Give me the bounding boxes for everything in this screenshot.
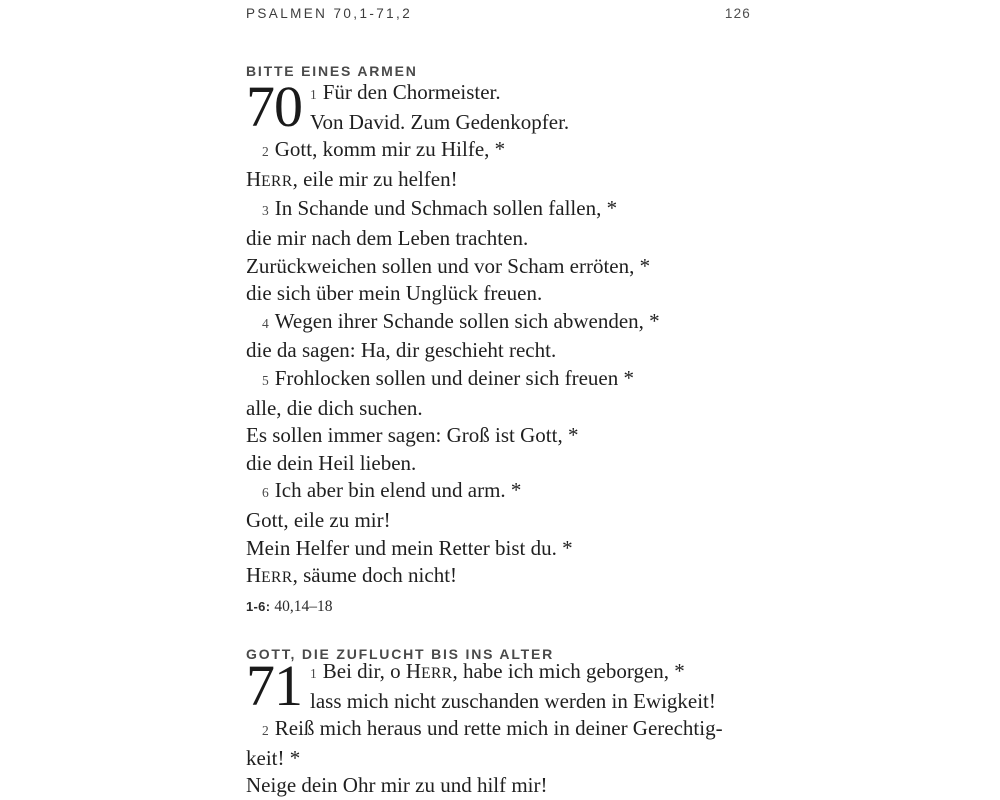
psalm-line (246, 450, 751, 478)
psalm-70-number: 70 (246, 74, 302, 139)
page-number: 126 (724, 6, 751, 21)
psalm-line (246, 477, 751, 507)
psalm-line (246, 365, 751, 395)
psalm-line (246, 136, 751, 166)
verse-number: 2 (262, 723, 269, 739)
crossref-70 (246, 594, 751, 617)
text-segment: Reiß mich heraus und rette mich in deiner Gerechtig- (274, 716, 723, 741)
running-head-title: PSALMEN 70,1-71,2 (246, 6, 413, 21)
psalm-line (246, 772, 751, 800)
divine-name-smallcaps: HERR (405, 659, 453, 683)
psalm-line (246, 253, 751, 281)
text-segment: Es sollen immer sagen: Groß ist Gott, * (246, 423, 579, 448)
psalm-line (246, 79, 751, 109)
text-segment: Zurückweichen sollen und vor Scham erröten, * (246, 253, 651, 278)
text-segment: Von David. Zum Gedenkopfer. (310, 109, 570, 134)
psalm-71-heading: GOTT, DIE ZUFLUCHT BIS INS ALTER (246, 645, 555, 662)
text-segment: Bei dir, o (322, 659, 406, 683)
divine-name-smallcaps: HERR (246, 563, 293, 588)
psalm-line (246, 507, 751, 535)
text-segment: Frohlocken sollen und deiner sich freuen * (274, 365, 634, 390)
text-segment: die sich über mein Unglück freuen. (246, 281, 543, 306)
verse-number: 1 (310, 87, 317, 102)
verse-number: 5 (262, 372, 269, 388)
text-segment: Wegen ihrer Schande sollen sich abwenden, * (274, 308, 660, 333)
psalm-line (246, 422, 751, 450)
psalm-line (246, 195, 751, 225)
text-segment: In Schande und Schmach sollen fallen, * (274, 196, 618, 221)
text-segment: keit! * (246, 745, 301, 770)
psalm-line (246, 535, 751, 563)
text-segment: Ich aber bin elend und arm. * (274, 478, 522, 503)
text-segment: Neige dein Ohr mir zu und hilf mir! (246, 773, 548, 798)
psalm-line (246, 166, 751, 196)
psalm-70 (246, 74, 751, 617)
psalm-line (246, 225, 751, 253)
verse-number: 1 (310, 666, 317, 681)
verse-number: 2 (262, 144, 269, 160)
text-segment: die mir nach dem Leben trachten. (246, 225, 529, 250)
psalm-line (246, 658, 751, 688)
psalm-line (246, 308, 751, 338)
text-segment: Mein Helfer und mein Retter bist du. * (246, 535, 573, 560)
text-segment: Gott, eile zu mir! (246, 507, 391, 532)
psalm-70-heading: BITTE EINES ARMEN (246, 62, 418, 79)
text-segment: Für den Chormeister. (322, 80, 501, 104)
verse-number: 6 (262, 485, 269, 501)
text-segment: , säume doch nicht! (292, 563, 458, 588)
verse-number: 4 (262, 315, 269, 331)
crossref-label: 1-6: (246, 598, 271, 614)
text-segment: alle, die dich suchen. (246, 395, 423, 420)
text-segment: lass mich nicht zuschanden werden in Ewigkeit! (310, 688, 716, 713)
text-segment: die dein Heil lieben. (246, 450, 417, 475)
psalm-line (246, 280, 751, 308)
psalm-line (246, 109, 751, 137)
text-segment: , habe ich mich geborgen, * (452, 659, 685, 683)
psalm-line (246, 688, 751, 716)
verse-number: 3 (262, 203, 269, 219)
psalm-71-number: 71 (246, 653, 302, 718)
text-segment: die da sagen: Ha, dir geschieht recht. (246, 338, 557, 363)
psalm-line (246, 337, 751, 365)
psalm-line (246, 395, 751, 423)
psalm-line (246, 745, 751, 773)
psalm-line (246, 715, 751, 745)
text-segment: , eile mir zu helfen! (292, 166, 458, 191)
psalm-line (246, 562, 751, 592)
divine-name-smallcaps: HERR (246, 166, 293, 191)
text-segment: Gott, komm mir zu Hilfe, * (274, 137, 506, 162)
psalm-70-text (246, 74, 751, 592)
crossref-value: 40,14–18 (274, 597, 333, 615)
running-head (246, 6, 751, 21)
